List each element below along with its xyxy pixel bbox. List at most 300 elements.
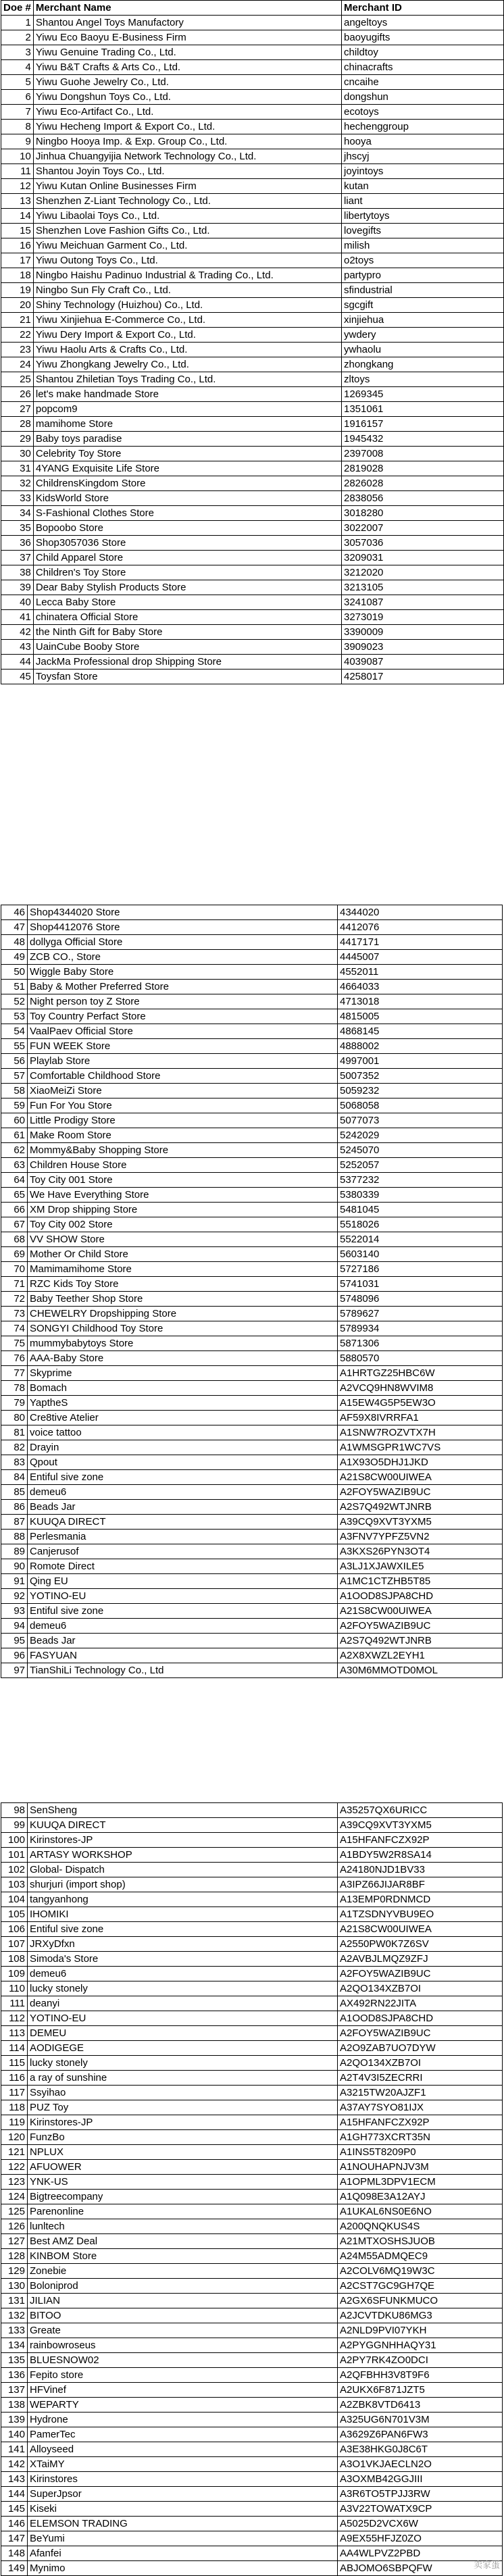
table-row	[1, 1648, 503, 1663]
merchant-name: demeu6	[28, 1967, 338, 1981]
merchant-name: Cre8tive Atelier	[28, 1411, 338, 1425]
merchant-id: A1OPML3DPV1ECM	[338, 2175, 503, 2190]
row-number: 45	[1, 670, 34, 684]
row-number: 53	[1, 1009, 28, 1024]
merchant-name: lunltech	[28, 2219, 338, 2234]
table-row	[1, 2145, 503, 2160]
table-row	[1, 2487, 503, 2502]
merchant-id: libertytoys	[342, 209, 504, 224]
merchant-name: Toy Country Perfact Store	[28, 1009, 338, 1024]
row-number: 20	[1, 298, 34, 313]
table-row	[1, 1158, 503, 1173]
merchant-name: Yiwu B&T Crafts & Arts Co., Ltd.	[33, 60, 341, 75]
row-number: 60	[1, 1113, 28, 1128]
merchant-id: A3O1VKJAECLN2O	[338, 2457, 503, 2472]
row-number: 111	[1, 1996, 28, 2011]
merchant-id: A1INS5T8209P0	[338, 2145, 503, 2160]
merchant-name: Beads Jar	[28, 1634, 338, 1648]
table-row	[1, 551, 504, 565]
table-row	[1, 1084, 503, 1098]
merchant-name: Yiwu Outong Toys Co., Ltd.	[33, 253, 341, 268]
merchant-name: BITOO	[28, 2308, 338, 2323]
merchant-name: Lecca Baby Store	[33, 595, 341, 610]
row-number: 24	[1, 357, 34, 372]
table-row	[1, 1173, 503, 1188]
row-number: 43	[1, 640, 34, 655]
merchant-name: Children House Store	[28, 1158, 338, 1173]
merchant-name: Kirinstores-JP	[28, 2115, 338, 2130]
row-number: 134	[1, 2338, 28, 2353]
table-row	[1, 1663, 503, 1678]
table-row	[1, 1128, 503, 1143]
row-number: 1	[1, 16, 34, 30]
merchant-id: 4344020	[338, 905, 503, 920]
table-row	[1, 432, 504, 447]
merchant-name: Toysfan Store	[33, 670, 341, 684]
table-row	[1, 2323, 503, 2338]
row-number: 119	[1, 2115, 28, 2130]
merchant-id: A2O9ZAB7UO7DYW	[338, 2041, 503, 2056]
merchant-name: Yiwu Eco-Artifact Co., Ltd.	[33, 105, 341, 120]
merchant-id: o2toys	[342, 253, 504, 268]
row-number: 34	[1, 506, 34, 521]
table-row	[1, 2041, 503, 2056]
row-number: 126	[1, 2219, 28, 2234]
merchant-name: AAA-Baby Store	[28, 1351, 338, 1366]
merchant-id: cncaihe	[342, 75, 504, 90]
row-number: 19	[1, 283, 34, 298]
table-row	[1, 2427, 503, 2442]
merchant-table-2	[1, 905, 503, 1678]
merchant-id: 5727186	[338, 1262, 503, 1277]
table-row	[1, 1188, 503, 1203]
table-row	[1, 1589, 503, 1604]
row-number: 144	[1, 2487, 28, 2502]
header-no: Doe #	[1, 1, 34, 16]
table-row	[1, 2086, 503, 2100]
row-number: 108	[1, 1952, 28, 1967]
row-number: 71	[1, 1277, 28, 1292]
watermark: 卖家蛋	[473, 2560, 500, 2570]
table-row	[1, 2026, 503, 2041]
row-number: 87	[1, 1515, 28, 1530]
merchant-name: Boloniprod	[28, 2279, 338, 2294]
merchant-name: KUUQA DIRECT	[28, 1515, 338, 1530]
merchant-id: 4445007	[338, 950, 503, 965]
merchant-id: dongshun	[342, 90, 504, 105]
table-row	[1, 134, 504, 149]
row-number: 6	[1, 90, 34, 105]
merchant-name: XTaiMY	[28, 2457, 338, 2472]
row-number: 35	[1, 521, 34, 536]
merchant-name: Kiseki	[28, 2502, 338, 2517]
merchant-name: Ningbo Hooya Imp. & Exp. Group Co., Ltd.	[33, 134, 341, 149]
row-number: 3	[1, 45, 34, 60]
merchant-id: 5377232	[338, 1173, 503, 1188]
merchant-name: BLUESNOW02	[28, 2353, 338, 2368]
merchant-name: Yiwu Dery Import & Export Co., Ltd.	[33, 328, 341, 343]
merchant-id: 4258017	[342, 670, 504, 684]
merchant-id: joyintoys	[342, 164, 504, 179]
merchant-id: ABJOMO6SBPQFW	[338, 2561, 503, 2576]
table-row	[1, 1530, 503, 1544]
merchant-id: 3241087	[342, 595, 504, 610]
row-number: 10	[1, 149, 34, 164]
merchant-id: A1TZSDNYVBU9EO	[338, 1907, 503, 1922]
merchant-id: 4997001	[338, 1054, 503, 1069]
merchant-name: Yiwu Hecheng Import & Export Co., Ltd.	[33, 120, 341, 134]
merchant-name: 4YANG Exquisite Life Store	[33, 461, 341, 476]
merchant-name: Yiwu Haolu Arts & Crafts Co., Ltd.	[33, 343, 341, 357]
row-number: 130	[1, 2279, 28, 2294]
merchant-id: 3213105	[342, 580, 504, 595]
row-number: 125	[1, 2204, 28, 2219]
merchant-id: 2819028	[342, 461, 504, 476]
table-row	[1, 1922, 503, 1937]
row-number: 57	[1, 1069, 28, 1084]
table-row	[1, 2457, 503, 2472]
merchant-name: Bigtreecompany	[28, 2190, 338, 2204]
table-row	[1, 149, 504, 164]
row-number: 42	[1, 625, 34, 640]
merchant-id: A2COLV6MQ19W3C	[338, 2264, 503, 2279]
row-number: 132	[1, 2308, 28, 2323]
merchant-name: YNK-US	[28, 2175, 338, 2190]
table-row	[1, 194, 504, 209]
table-row	[1, 1604, 503, 1619]
merchant-name: Playlab Store	[28, 1054, 338, 1069]
merchant-id: A3KXS26PYN3OT4	[338, 1544, 503, 1559]
merchant-name: Alloyseed	[28, 2442, 338, 2457]
merchant-name: Make Room Store	[28, 1128, 338, 1143]
merchant-id: 4417171	[338, 935, 503, 950]
merchant-name: Baby Teether Shop Store	[28, 1292, 338, 1307]
merchant-name: PamerTec	[28, 2427, 338, 2442]
merchant-id: A39CQ9XVT3YXM5	[338, 1818, 503, 1833]
merchant-id: 3212020	[342, 565, 504, 580]
merchant-id: A21S8CW00UIWEA	[338, 1604, 503, 1619]
row-number: 50	[1, 965, 28, 980]
merchant-name: DEMEU	[28, 2026, 338, 2041]
merchant-name: Ningbo Haishu Padinuo Industrial & Trading Co., Ltd.	[33, 268, 341, 283]
merchant-id: angeltoys	[342, 16, 504, 30]
merchant-name: Bopoobo Store	[33, 521, 341, 536]
table-row	[1, 1833, 503, 1848]
table-row	[1, 935, 503, 950]
table-row	[1, 1634, 503, 1648]
merchant-name: Shenzhen Z-Liant Technology Co., Ltd.	[33, 194, 341, 209]
merchant-name: Shop4344020 Store	[28, 905, 338, 920]
merchant-name: Night person toy Z Store	[28, 994, 338, 1009]
row-number: 21	[1, 313, 34, 328]
merchant-id: milish	[342, 238, 504, 253]
merchant-id: A3LJ1XJAWXILE5	[338, 1559, 503, 1574]
merchant-id: A1MC1CTZHB5T85	[338, 1574, 503, 1589]
merchant-id: 5522014	[338, 1232, 503, 1247]
merchant-id: 5741031	[338, 1277, 503, 1292]
table-row	[1, 1574, 503, 1589]
row-number: 75	[1, 1336, 28, 1351]
row-number: 62	[1, 1143, 28, 1158]
table-row	[1, 45, 504, 60]
merchant-name: Romote Direct	[28, 1559, 338, 1574]
table-row	[1, 965, 503, 980]
row-number: 64	[1, 1173, 28, 1188]
table-row	[1, 1440, 503, 1455]
table-row	[1, 268, 504, 283]
table-row	[1, 2561, 503, 2576]
row-number: 84	[1, 1470, 28, 1485]
row-number: 147	[1, 2531, 28, 2546]
row-number: 104	[1, 1892, 28, 1907]
table-row	[1, 461, 504, 476]
merchant-name: WEPARTY	[28, 2398, 338, 2413]
table-row	[1, 610, 504, 625]
merchant-name: shurjuri (import shop)	[28, 1877, 338, 1892]
merchant-id: 1916157	[342, 417, 504, 432]
row-number: 77	[1, 1366, 28, 1381]
row-number: 69	[1, 1247, 28, 1262]
table-row	[1, 2175, 503, 2190]
merchant-id: A2S7Q492WTJNRB	[338, 1500, 503, 1515]
table-row	[1, 1803, 503, 1818]
table-row	[1, 1024, 503, 1039]
merchant-id: AF59X8IVRRFA1	[338, 1411, 503, 1425]
merchant-name: Global- Dispatch	[28, 1863, 338, 1877]
table-row	[1, 1500, 503, 1515]
merchant-id: jhscyj	[342, 149, 504, 164]
table-row	[1, 565, 504, 580]
table-row	[1, 2264, 503, 2279]
merchant-name: Entiful sive zone	[28, 1922, 338, 1937]
table-row	[1, 224, 504, 238]
merchant-id: A5025D2VCX6W	[338, 2517, 503, 2531]
merchant-id: sgcgift	[342, 298, 504, 313]
table-row	[1, 447, 504, 461]
table-row	[1, 1848, 503, 1863]
merchant-id: A15EW4G5P5EW3O	[338, 1396, 503, 1411]
table-row	[1, 950, 503, 965]
table-row	[1, 2056, 503, 2071]
merchant-id: 3909023	[342, 640, 504, 655]
merchant-id: 5481045	[338, 1203, 503, 1217]
table-row	[1, 1203, 503, 1217]
table-row	[1, 1937, 503, 1952]
merchant-id: 5077073	[338, 1113, 503, 1128]
merchant-name: Shiny Technology (Huizhou) Co., Ltd.	[33, 298, 341, 313]
table-row	[1, 1143, 503, 1158]
table-row	[1, 2472, 503, 2487]
table-row	[1, 1217, 503, 1232]
table-row	[1, 1411, 503, 1425]
table-row	[1, 2546, 503, 2561]
row-number: 143	[1, 2472, 28, 2487]
row-number: 90	[1, 1559, 28, 1574]
merchant-name: Yiwu Genuine Trading Co., Ltd.	[33, 45, 341, 60]
merchant-id: A15HFANFCZX92P	[338, 1833, 503, 1848]
merchant-name: AFUOWER	[28, 2160, 338, 2175]
merchant-id: A2QO134XZB7OI	[338, 1981, 503, 1996]
table-row	[1, 1262, 503, 1277]
table-row	[1, 2368, 503, 2383]
row-number: 110	[1, 1981, 28, 1996]
table-row	[1, 1952, 503, 1967]
row-number: 115	[1, 2056, 28, 2071]
table-row	[1, 2502, 503, 2517]
merchant-id: 5242029	[338, 1128, 503, 1143]
table-row	[1, 2338, 503, 2353]
merchant-id: A2JCVTDKU86MG3	[338, 2308, 503, 2323]
merchant-id: hooya	[342, 134, 504, 149]
row-number: 85	[1, 1485, 28, 1500]
table-row	[1, 1336, 503, 1351]
table-row	[1, 994, 503, 1009]
merchant-name: SenSheng	[28, 1803, 338, 1818]
row-number: 28	[1, 417, 34, 432]
table-row	[1, 655, 504, 670]
merchant-name: demeu6	[28, 1485, 338, 1500]
merchant-name: YOTINO-EU	[28, 2011, 338, 2026]
table-row	[1, 2100, 503, 2115]
merchant-id: A1BDY5W2R8SA14	[338, 1848, 503, 1863]
row-number: 52	[1, 994, 28, 1009]
merchant-id: A24180NJD1BV33	[338, 1863, 503, 1877]
row-number: 138	[1, 2398, 28, 2413]
merchant-name: Shop4412076 Store	[28, 920, 338, 935]
merchant-id: A2PYGGNHHAQY31	[338, 2338, 503, 2353]
table-row	[1, 417, 504, 432]
merchant-id: A21S8CW00UIWEA	[338, 1922, 503, 1937]
merchant-id: A24M55ADMQEC9	[338, 2249, 503, 2264]
table-row	[1, 1381, 503, 1396]
row-number: 27	[1, 402, 34, 417]
row-number: 46	[1, 905, 28, 920]
merchant-id: 5518026	[338, 1217, 503, 1232]
merchant-id: A2FOY5WAZIB9UC	[338, 2026, 503, 2041]
table-row	[1, 253, 504, 268]
merchant-name: Best AMZ Deal	[28, 2234, 338, 2249]
merchant-name: Entiful sive zone	[28, 1470, 338, 1485]
table-row	[1, 1515, 503, 1530]
table-row	[1, 209, 504, 224]
merchant-name: Shantou Zhiletian Toys Trading Co., Ltd.	[33, 372, 341, 387]
row-number: 93	[1, 1604, 28, 1619]
table-row	[1, 625, 504, 640]
row-number: 76	[1, 1351, 28, 1366]
merchant-name: a ray of sunshine	[28, 2071, 338, 2086]
table-row	[1, 2531, 503, 2546]
table-row	[1, 1425, 503, 1440]
table-row	[1, 75, 504, 90]
merchant-id: A3V22TOWATX9CP	[338, 2502, 503, 2517]
merchant-name: Wiggle Baby Store	[28, 965, 338, 980]
row-number: 106	[1, 1922, 28, 1937]
merchant-name: Yiwu Eco Baoyu E-Business Firm	[33, 30, 341, 45]
table-row	[1, 402, 504, 417]
merchant-name: Celebrity Toy Store	[33, 447, 341, 461]
row-number: 95	[1, 1634, 28, 1648]
merchant-id: 5007352	[338, 1069, 503, 1084]
row-number: 148	[1, 2546, 28, 2561]
table-row	[1, 2398, 503, 2413]
row-number: 118	[1, 2100, 28, 2115]
table-row	[1, 1967, 503, 1981]
table-row	[1, 1098, 503, 1113]
merchant-name: Yiwu Kutan Online Businesses Firm	[33, 179, 341, 194]
row-number: 56	[1, 1054, 28, 1069]
row-number: 74	[1, 1321, 28, 1336]
row-number: 91	[1, 1574, 28, 1589]
merchant-id: 2397008	[342, 447, 504, 461]
row-number: 102	[1, 1863, 28, 1877]
table-row	[1, 1039, 503, 1054]
row-number: 44	[1, 655, 34, 670]
table-row	[1, 1009, 503, 1024]
table-row	[1, 1470, 503, 1485]
merchant-name: Toy City 001 Store	[28, 1173, 338, 1188]
row-number: 120	[1, 2130, 28, 2145]
row-number: 117	[1, 2086, 28, 2100]
row-number: 141	[1, 2442, 28, 2457]
merchant-name: HFVinef	[28, 2383, 338, 2398]
row-number: 15	[1, 224, 34, 238]
table-row	[1, 372, 504, 387]
merchant-id: A2QFBHH3V8T9F6	[338, 2368, 503, 2383]
merchant-id: 2826028	[342, 476, 504, 491]
row-number: 68	[1, 1232, 28, 1247]
merchant-name: Simoda's Store	[28, 1952, 338, 1967]
merchant-id: 3209031	[342, 551, 504, 565]
table-row	[1, 905, 503, 920]
merchant-name: BeYumi	[28, 2531, 338, 2546]
merchant-id: AX492RN22JITA	[338, 1996, 503, 2011]
table-row	[1, 580, 504, 595]
table-row	[1, 105, 504, 120]
row-number: 81	[1, 1425, 28, 1440]
row-number: 8	[1, 120, 34, 134]
merchant-id: A2GX6SFUNKMUCO	[338, 2294, 503, 2308]
merchant-name: lucky stonely	[28, 1981, 338, 1996]
row-number: 142	[1, 2457, 28, 2472]
merchant-name: Qpout	[28, 1455, 338, 1470]
table-row	[1, 120, 504, 134]
merchant-name: Jinhua Chuangyijia Network Technology Co., Ltd.	[33, 149, 341, 164]
merchant-name: Mynimo	[28, 2561, 338, 2576]
merchant-id: 3022007	[342, 521, 504, 536]
table-row	[1, 2353, 503, 2368]
table-row	[1, 2383, 503, 2398]
row-number: 122	[1, 2160, 28, 2175]
row-number: 31	[1, 461, 34, 476]
table-row	[1, 328, 504, 343]
row-number: 139	[1, 2413, 28, 2427]
merchant-id: childtoy	[342, 45, 504, 60]
merchant-id: 2838056	[342, 491, 504, 506]
merchant-id: A2UKX6F871JZT5	[338, 2383, 503, 2398]
merchant-id: lovegifts	[342, 224, 504, 238]
row-number: 80	[1, 1411, 28, 1425]
row-number: 73	[1, 1307, 28, 1321]
row-number: 13	[1, 194, 34, 209]
merchant-name: NPLUX	[28, 2145, 338, 2160]
row-number: 83	[1, 1455, 28, 1470]
table-row	[1, 16, 504, 30]
row-number: 22	[1, 328, 34, 343]
merchant-id: hechenggroup	[342, 120, 504, 134]
merchant-id: 5789934	[338, 1321, 503, 1336]
merchant-id: A2T4V3I5ZECRRI	[338, 2071, 503, 2086]
merchant-name: let's make handmade Store	[33, 387, 341, 402]
